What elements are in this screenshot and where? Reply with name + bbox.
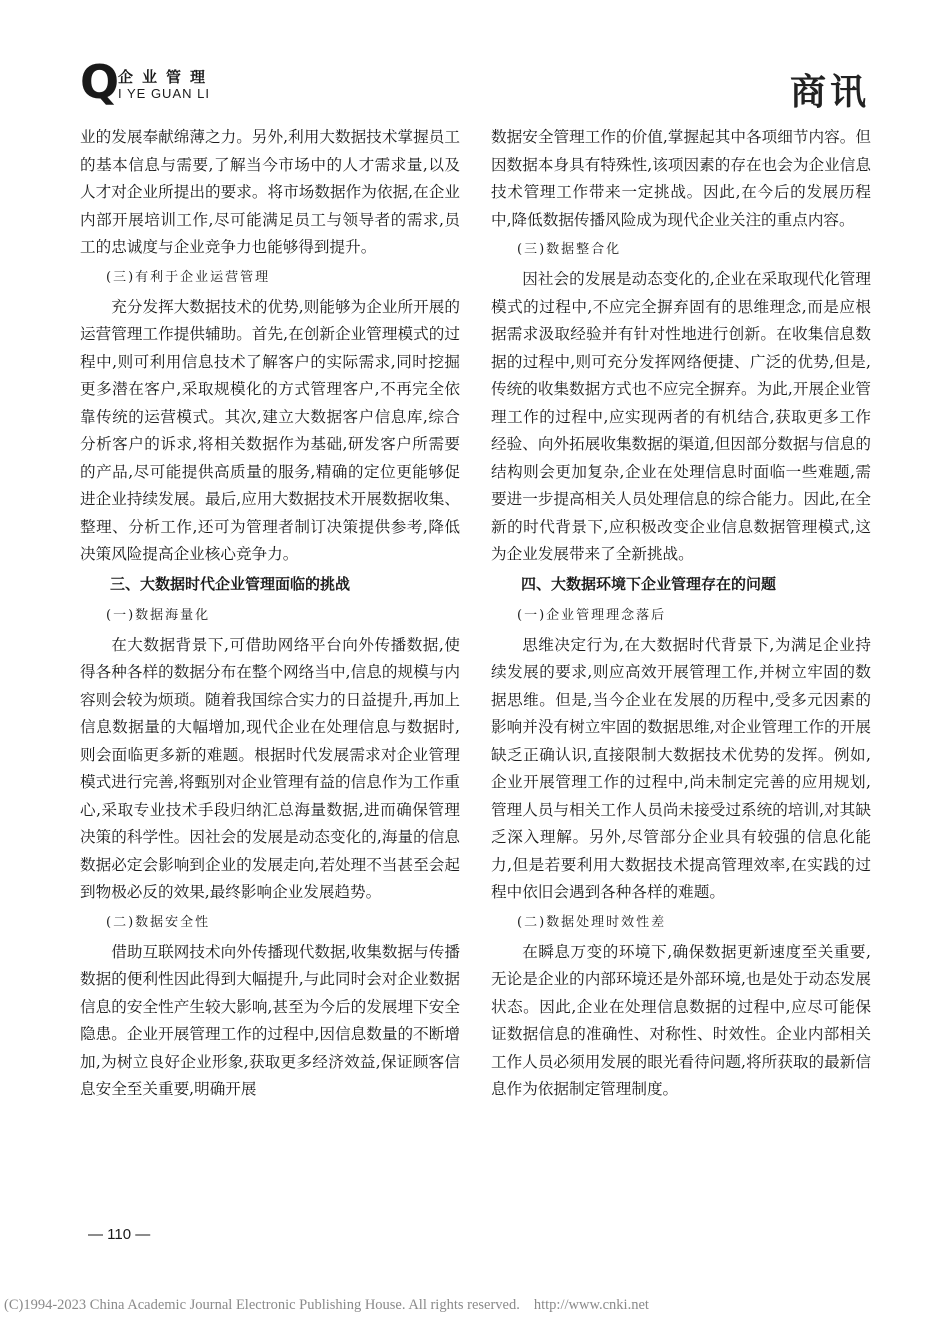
paragraph: 因社会的发展是动态变化的,企业在采取现代化管理模式的过程中,不应完全摒弃固有的思维理念,而是应根据需求汲取经验并有针对性地进行创新。在收集信息数据的过程中,则可充分发挥网络便捷、广泛的优势,但是,传统的收集数据方式也不应完全摒弃。为此,开展企业管理工作的过程中,应实现两者的有机结合,获取更多工作经验、向外拓展收集数据的渠道,但因部分数据与信息的结构则会更加复杂,企业在处理信息时面临一些难题,需要进一步提高相关人员处理信息的综合能力。因此,在全新的时代背景下,应积极改变企业信息数据管理模式,这为企业发展带来了全新挑战。 [491,270,871,563]
section-heading: 三、大数据时代企业管理面临的挑战 [110,574,351,593]
subsection-heading: (三)数据整合化 [517,242,622,257]
paragraph: 业的发展奉献绵薄之力。另外,利用大数据技术掌握员工的基本信息与需要,了解当今市场中的人才需求量,以及人才对企业所提出的要求。将市场数据作为依据,在企业内部开展培训工作,尽可能满足员工与领导者的需求,员工的忠诚度与企业竞争力也能够得到提升。 [80,128,460,256]
page-header [80,55,870,113]
cnki-link[interactable]: http://www.cnki.net [533,1297,649,1313]
copyright-footer [4,1297,946,1314]
left-column [80,124,460,1104]
subsection-heading: (一)企业管理理念落后 [517,607,667,623]
journal-logo-letter: Q [80,55,120,109]
subsection-heading: (二)数据安全性 [106,914,211,930]
paragraph: 数据安全管理工作的价值,掌握起其中各项细节内容。但因数据本身具有特殊性,该项因素的存在也会为企业信息技术管理工作带来一定挑战。因此,在今后的发展历程中,降低数据传播风险成为现代企业关注的重点内容。 [491,128,871,229]
subsection-heading: (三)有利于企业运营管理 [106,269,271,285]
page-number: — 110 — [88,1226,151,1243]
copyright-text: (C)1994-2023 China Academic Journal Electronic Publishing House. All rights reserved. [4,1297,520,1313]
paragraph: 借助互联网技术向外传播现代数据,收集数据与传播数据的便利性因此得到大幅提升,与此同时会对企业数据信息的安全性产生较大影响,甚至为今后的发展埋下安全隐患。企业开展管理工作的过程中,因信息数量的不断增加,为树立良好企业形象,获取更多经济效益,保证顾客信息安全至关重要,明确开展 [80,942,460,1098]
paragraph: 思维决定行为,在大数据时代背景下,为满足企业持续发展的要求,则应高效开展管理工作,并树立牢固的数据思维。但是,当今企业在发展的历程中,受多元因素的影响并没有树立牢固的数据思维,对企业管理工作的开展缺乏正确认识,直接限制大数据技术优势的发挥。例如,企业开展管理工作的过程中,尚未制定完善的应用规划,管理人员与相关工作人员尚未接受过系统的培训,对其缺乏深入理解。另外,尽管部分企业具有较强的信息化能力,但是若要利用大数据技术提高管理效率,在实践的过程中依旧会遇到各种各样的难题。 [491,635,871,901]
paragraph: 充分发挥大数据技术的优势,则能够为企业所开展的运营管理工作提供辅助。首先,在创新企业管理模式的过程中,则可利用信息技术了解客户的实际需求,同时挖掘更多潜在客户,采取规模化的方式管理客户,不再完全依靠传统的运营模式。其次,建立大数据客户信息库,综合分析客户的诉求,将相关数据作为基础,研发客户所需要的产品,尽可能提供高质量的服务,精确的定位更能够促进企业持续发展。最后,应用大数据技术开展数据收集、整理、分析工作,还可为管理者制订决策提供参考,降低决策风险提高企业核心竞争力。 [80,297,460,563]
right-column [491,124,871,1104]
journal-name-cn: 企业管理 [118,68,215,86]
section-heading: 四、大数据环境下企业管理存在的问题 [521,574,777,593]
subsection-heading: (二)数据处理时效性差 [517,914,667,930]
journal-name-en: I YE GUAN LI [118,86,210,101]
paragraph: 在大数据背景下,可借助网络平台向外传播数据,使得各种各样的数据分布在整个网络当中,信息的规模与内容则会较为烦琐。随着我国综合实力的日益提升,再加上信息数据量的大幅增加,现代企业在处理信息与数据时,则会面临更多新的难题。根据时代发展需求对企业管理模式进行完善,将甄别对企业管理有益的信息作为工作重心,采取专业技术手段归纳汇总海量数据,进而确保管理决策的科学性。因社会的发展是动态变化的,海量的信息数据必定会影响到企业的发展走向,若处理不当甚至会起到物极必反的效果,最终影响企业发展趋势。 [80,635,460,901]
paragraph: 在瞬息万变的环境下,确保数据更新速度至关重要,无论是企业的内部环境还是外部环境,也是处于动态发展状态。因此,企业在处理信息数据的过程中,应尽可能保证数据信息的准确性、对称性、时效性。企业内部相关工作人员必须用发展的眼光看待问题,将所获取的最新信息作为依据制定管理制度。 [491,942,871,1098]
magazine-brand: 商讯 [789,71,870,113]
subsection-heading: (一)数据海量化 [106,607,211,623]
